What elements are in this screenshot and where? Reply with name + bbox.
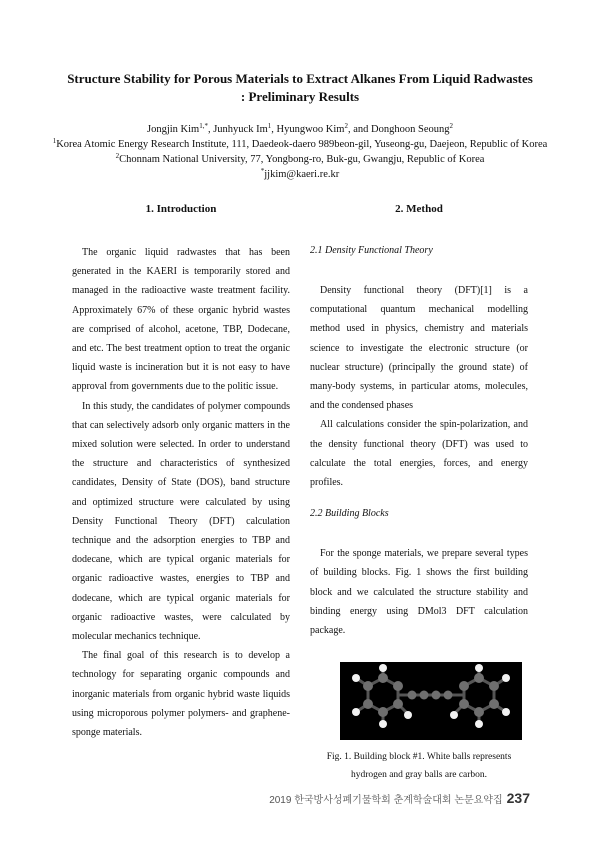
author-list [40, 122, 560, 137]
page-footer [269, 790, 530, 806]
left-column [72, 200, 290, 742]
affiliation-1-sup: 1 [52, 137, 57, 145]
author-2-sup: 1 [267, 122, 272, 130]
email-text: jjkim@kaeri.re.kr [264, 169, 340, 180]
affiliation-2 [40, 152, 560, 167]
affiliation-1 [40, 137, 560, 152]
corresponding-email [40, 167, 560, 182]
author-4-sup: 2 [449, 122, 453, 130]
right-column [310, 200, 528, 784]
author-1-sup: 1,* [199, 122, 208, 130]
author-3-sup: 2 [344, 122, 348, 130]
subsection-building-blocks-heading: 2.2 Building Blocks [310, 508, 389, 520]
intro-heading: 1. Introduction [145, 203, 217, 215]
intro-paragraph-3: The final goal of this research is to develop a technology for separating organic compounds and inorganic materials from organic hybrid waste liquids using microporous polymer polymers- and graphene-sponge materials. [72, 650, 290, 739]
affiliation-2-text: Chonnam National University, 77, Yongbong-ro, Buk-gu, Gwangju, Republic of Korea [119, 154, 485, 165]
author-3: , Hyungwoo Kim [271, 124, 345, 135]
affiliation-1-text: Korea Atomic Energy Research Institute, 111, Daedeok-daero 989beon-gil, Yuseong-gu, Daejeon, Republic of Korea [56, 139, 548, 150]
figure-caption: Fig. 1. Building block #1. White balls represents hydrogen and gray balls are carbon. [326, 752, 512, 781]
footer-proceedings-title: 2019 한국방사성폐기물학회 춘계학술대회 논문요약집 [269, 795, 503, 806]
intro-paragraph-1: The organic liquid radwastes that has been generated in the KAERI is temporarily stored and managed in the radioactive waste treatment facility. Approximately 67% of these organic hybrid wastes are comprised of alcohol, acetone, TBP, Dodecane, and etc. The best treatment option to treat the organic liquid waste is incineration but it is not easy to have approval from governments due to the politic issue. [72, 247, 290, 393]
method-heading: 2. Method [395, 203, 443, 215]
method-paragraph-1: Density functional theory (DFT)[1] is a computational quantum mechanical modelling method used in physics, chemistry and materials science to investigate the electronic structure (or nuclear structure) (principally the ground state) of many-body systems, in particular atoms, molecules, and the condensed phases [310, 285, 528, 412]
page-number: 237 [506, 790, 530, 806]
affiliation-2-sup: 2 [115, 152, 120, 160]
title-line-1: Structure Stability for Porous Materials to Extract Alkanes From Liquid Radwastes [67, 71, 533, 86]
title-line-2: : Preliminary Results [240, 89, 360, 104]
author-4: , and Donghoon Seoung [347, 124, 450, 135]
author-block [40, 122, 560, 182]
intro-paragraph-2: In this study, the candidates of polymer compounds that can selectively adsorb only organic matters in the mixed solution were selected. In order to understand the structure and characteristics of synthesized candidates, Density of State (DOS), band structure and optimized structure were calculated by using Density Functional Theory (DFT) calculation technique and the adsorption energies to TBP and dodecane, which are typical organic materials for organic radioactive wastes, energies to TBP and dodecane, which are typical organic materials for organic radioactive wastes, were calculated by molecular mechanics technique. [72, 400, 290, 643]
method-paragraph-2: All calculations consider the spin-polarization, and the density functional theory (DFT) was used to calculate the total energies, forces, and energy profiles. [310, 419, 528, 489]
author-2: , Junhyuck Im [207, 124, 268, 135]
paper-title [60, 70, 540, 106]
subsection-dft-heading: 2.1 Density Functional Theory [310, 245, 433, 256]
method-paragraph-3: For the sponge materials, we prepare several types of building blocks. Fig. 1 shows the first building block and we calculated the structure stability and binding energy using DMol3 DFT calculation package. [310, 548, 528, 637]
building-block-figure [340, 662, 522, 740]
author-1: Jongjin Kim [147, 124, 200, 135]
molecule-image [340, 662, 522, 740]
email-sup: * [260, 167, 265, 175]
